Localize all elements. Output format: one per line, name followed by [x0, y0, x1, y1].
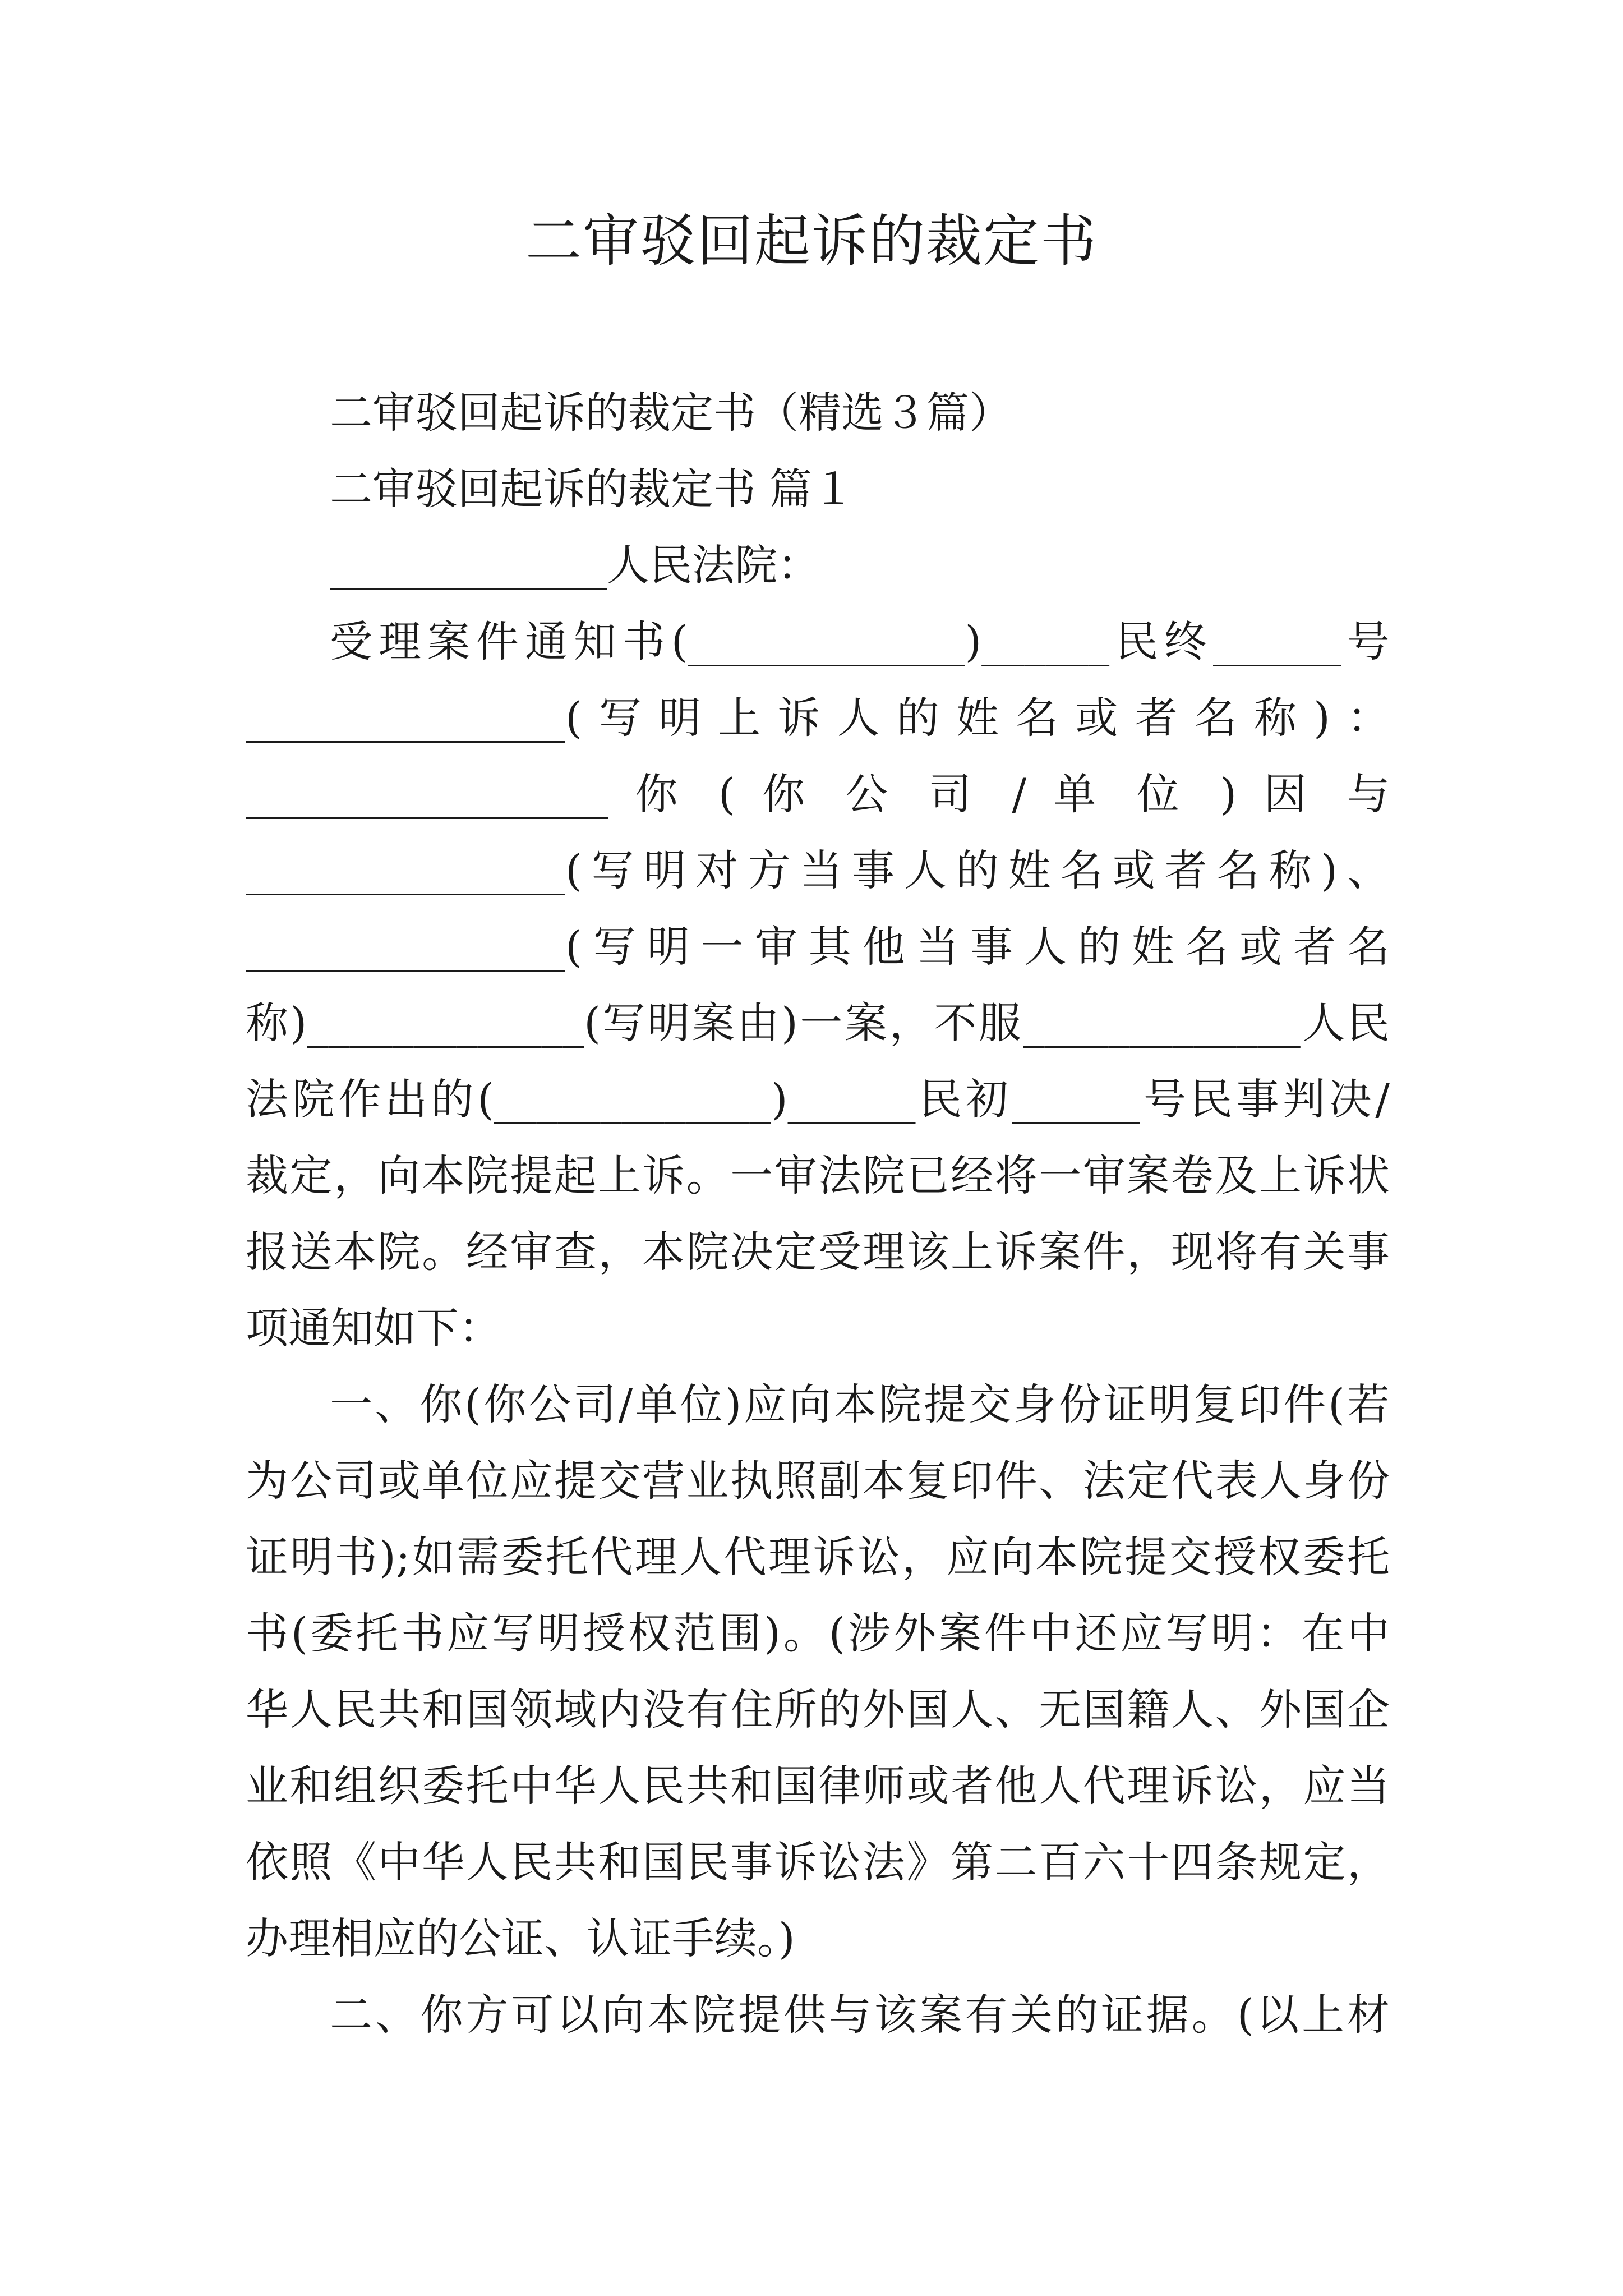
body-line: 项通知如下： [246, 1303, 501, 1353]
body-line: 报送本院。经审查，本院决定受理该上诉案件，现将有关事 [246, 1227, 1390, 1277]
body-line: 办理相应的公证、认证手续。) [246, 1913, 795, 1963]
body-line: _______________(写明上诉人的姓名或者名称)： [246, 693, 1390, 743]
body-line: _______________(写明对方当事人的姓名或者名称)、 [246, 845, 1390, 895]
notice-number-line: 受理案件通知书(_____________)______民终______号 [330, 616, 1390, 666]
body-line: 华人民共和国领域内没有住所的外国人、无国籍人、外国企 [246, 1685, 1390, 1734]
body-line: 为公司或单位应提交营业执照副本复印件、法定代表人身份 [246, 1456, 1390, 1506]
addressee-line: _____________人民法院： [330, 540, 820, 590]
body-line: 法院作出的(_____________)______民初______号民事判决/ [246, 1074, 1390, 1124]
subtitle-line: 二审驳回起诉的裁定书（精选３篇） [330, 388, 1012, 438]
body-line: 业和组织委托中华人民共和国律师或者他人代理诉讼，应当 [246, 1761, 1390, 1811]
section-heading: 二审驳回起诉的裁定书 篇１ [330, 464, 855, 514]
body-line: 称)_____________(写明案由)一案，不服_____________人民 [246, 998, 1390, 1048]
body-line: _______________(写明一审其他当事人的姓名或者名 [246, 922, 1390, 972]
body-line: 书(委托书应写明授权范围)。(涉外案件中还应写明：在中 [246, 1608, 1390, 1658]
document-title: 二审驳回起诉的裁定书 [525, 208, 1098, 274]
item-one-line: 一、你(你公司/单位)应向本院提交身份证明复印件(若 [330, 1379, 1390, 1429]
body-line: 裁定，向本院提起上诉。一审法院已经将一审案卷及上诉状 [246, 1151, 1390, 1200]
item-two-line: 二、你方可以向本院提供与该案有关的证据。(以上材 [330, 1990, 1390, 2040]
body-line: 证明书);如需委托代理人代理诉讼，应向本院提交授权委托 [246, 1532, 1390, 1582]
body-line: 依照《中华人民共和国民事诉讼法》第二百六十四条规定， [246, 1837, 1390, 1887]
body-line: _________________ 你 ( 你 公 司 / 单 位 ) 因 与 [246, 769, 1390, 819]
